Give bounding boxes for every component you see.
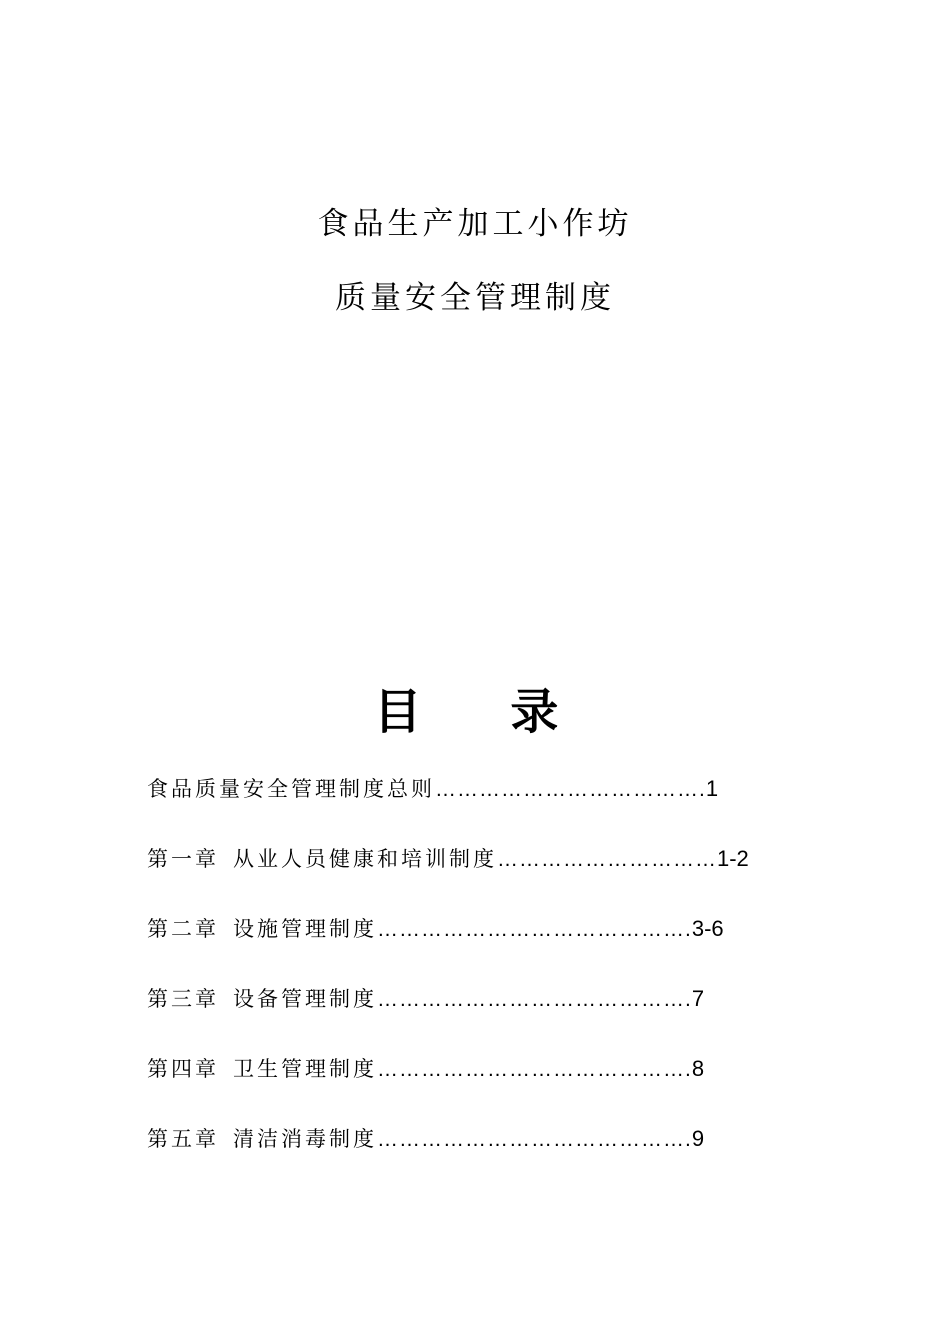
toc-entry-leader: ……………………………………. [377,918,692,941]
toc-entry-chapter: 第三章 [147,987,219,1011]
document-title-line-2: 质量安全管理制度 [335,280,615,316]
toc-entry-chapter: 第四章 [147,1057,219,1081]
toc-entry-title: 卫生管理制度 [233,1057,377,1081]
toc-entry[interactable] [147,914,724,945]
toc-entry[interactable] [147,844,749,875]
toc-entry[interactable] [147,1054,704,1085]
toc-entry-title: 清洁消毒制度 [233,1127,377,1151]
toc-entry-leader: ……………………………………. [377,1128,692,1151]
toc-entry[interactable] [147,984,704,1015]
toc-entry-chapter: 第一章 [147,847,219,871]
toc-entry-title: 从业人员健康和培训制度 [233,847,497,871]
toc-entry-leader: ……………………………………. [377,1058,692,1081]
toc-entry-leader: ………………………………. [435,778,706,801]
toc-entry-page: 8 [691,1056,705,1081]
toc-entry-page: 3-6 [691,916,724,941]
toc-entry-chapter: 第五章 [147,1127,219,1151]
toc-entry-chapter: 第二章 [147,917,219,941]
toc-entry-title: 设备管理制度 [233,987,377,1011]
toc-entry-page: 7 [691,986,705,1011]
toc-entry[interactable] [147,774,718,805]
toc-entry-leader: ………………………… [497,848,717,871]
toc-entry-page: 1-2 [717,846,749,871]
toc-entry-page: 9 [691,1126,705,1151]
toc-entry-title: 设施管理制度 [233,917,377,941]
toc-entry-page: 1 [705,776,719,801]
document-title-line-1: 食品生产加工小作坊 [317,206,633,242]
toc-entry-leader: ……………………………………. [377,988,692,1011]
toc-entry[interactable] [147,1124,704,1155]
toc-entry-title: 食品质量安全管理制度总则 [147,777,435,801]
toc-heading: 目 录 [373,684,595,740]
